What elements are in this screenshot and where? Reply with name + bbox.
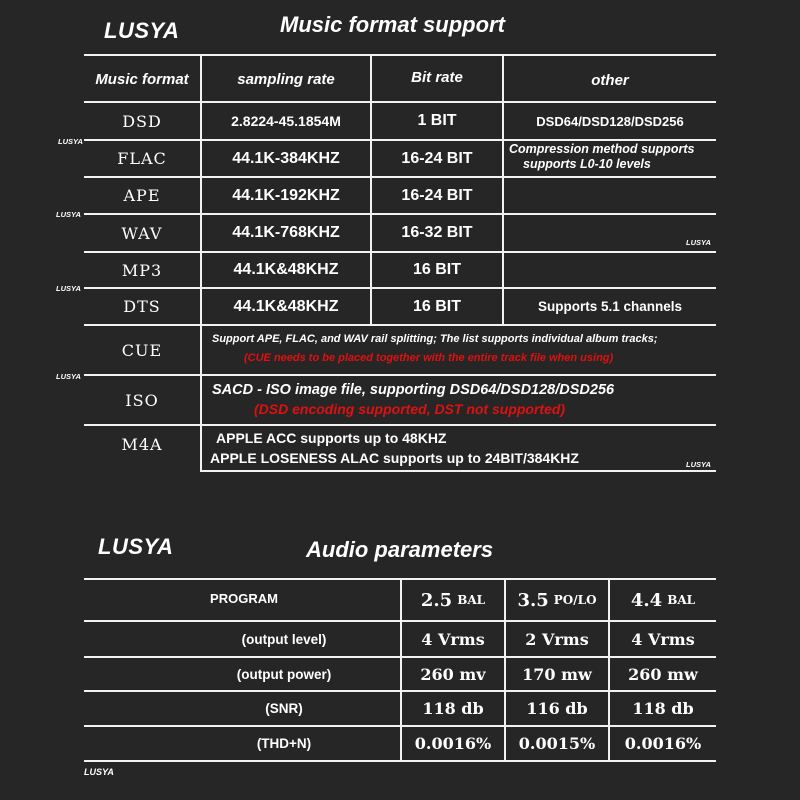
header-other: other bbox=[591, 71, 629, 89]
watermark: LUSYA bbox=[686, 238, 711, 247]
flac-other-line2: supports L0-10 levels bbox=[523, 157, 651, 171]
format-wav: WAV bbox=[121, 223, 163, 243]
watermark: LUSYA bbox=[56, 284, 81, 293]
column-3-5-suffix: PO/LO bbox=[553, 593, 597, 607]
header-bit-rate: Bit rate bbox=[411, 68, 463, 86]
column-2-5-suffix: BAL bbox=[457, 593, 486, 607]
format-cue: CUE bbox=[121, 340, 163, 360]
flac-sampling: 44.1K-384KHZ bbox=[232, 149, 340, 167]
flac-other bbox=[509, 141, 716, 173]
output-power-3-5: 170 mw bbox=[522, 664, 592, 684]
snr-2-5: 118 db bbox=[422, 699, 484, 718]
column-2-5-bal bbox=[402, 580, 504, 620]
thd-n-2-5: 0.0016% bbox=[414, 734, 492, 753]
row-snr-label: (SNR) bbox=[265, 701, 303, 716]
dsd-sampling: 2.8224-45.1854M bbox=[231, 113, 341, 129]
m4a-line1: APPLE ACC supports up to 48KHZ bbox=[216, 430, 447, 446]
row-output-power-label: (output power) bbox=[236, 666, 332, 682]
watermark: LUSYA bbox=[686, 460, 711, 469]
format-iso: ISO bbox=[125, 390, 159, 410]
dts-other: Supports 5.1 channels bbox=[537, 299, 683, 314]
dsd-other: DSD64/DSD128/DSD256 bbox=[536, 113, 684, 129]
column-3-5-po-lo bbox=[506, 580, 608, 620]
mp3-sampling: 44.1K&48KHZ bbox=[233, 261, 339, 278]
format-ape: APE bbox=[123, 186, 161, 205]
dts-bitrate: 16 BIT bbox=[412, 297, 461, 315]
column-4-4-bal bbox=[610, 580, 716, 620]
m4a-line2: APPLE LOSENESS ALAC supports up to 24BIT/384KHZ bbox=[210, 450, 579, 466]
header-sampling-rate: sampling rate bbox=[237, 70, 335, 88]
watermark: LUSYA bbox=[58, 137, 83, 146]
column-3-5-number: 3.5 bbox=[517, 589, 549, 611]
output-level-2-5: 4 Vrms bbox=[421, 629, 485, 649]
flac-bitrate: 16-24 BIT bbox=[401, 149, 473, 167]
format-m4a: M4A bbox=[121, 434, 163, 454]
column-4-4-suffix: BAL bbox=[667, 593, 696, 607]
flac-other-line1: Compression method supports bbox=[509, 142, 695, 156]
format-mp3: MP3 bbox=[121, 260, 163, 280]
output-level-4-4: 4 Vrms bbox=[631, 629, 695, 649]
ape-sampling: 44.1K-192KHZ bbox=[232, 186, 340, 204]
output-power-2-5: 260 mv bbox=[420, 664, 486, 684]
row-thd-n-label: (THD+N) bbox=[256, 736, 312, 751]
column-2-5-number: 2.5 bbox=[420, 589, 453, 611]
brand-logo-bottom: LUSYA bbox=[98, 534, 174, 559]
dts-sampling: 44.1K&48KHZ bbox=[233, 297, 339, 315]
format-dsd: DSD bbox=[122, 111, 162, 131]
wav-bitrate: 16-32 BIT bbox=[401, 224, 473, 241]
header-music-format: Music format bbox=[95, 70, 189, 88]
iso-description: SACD - ISO image file, supporting DSD64/DSD128/DSD256 bbox=[212, 382, 615, 398]
thd-n-4-4: 0.0016% bbox=[624, 734, 702, 753]
dsd-bitrate: 1 BIT bbox=[417, 112, 457, 129]
thd-n-3-5: 0.0015% bbox=[518, 734, 596, 753]
wav-sampling: 44.1K-768KHZ bbox=[232, 224, 340, 241]
snr-4-4: 118 db bbox=[632, 699, 694, 718]
output-power-4-4: 260 mw bbox=[628, 664, 698, 684]
format-dts: DTS bbox=[123, 297, 161, 316]
snr-3-5: 116 db bbox=[526, 699, 588, 718]
format-flac: FLAC bbox=[117, 149, 167, 168]
row-output-level-label: (output level) bbox=[241, 631, 327, 647]
mp3-bitrate: 16 BIT bbox=[412, 261, 461, 278]
cue-note: (CUE needs to be placed together with the entire track file when using) bbox=[244, 352, 614, 364]
column-4-4-number: 4.4 bbox=[630, 589, 663, 611]
watermark-bottom: LUSYA bbox=[84, 767, 114, 777]
section-title-audio-parameters: Audio parameters bbox=[306, 537, 494, 562]
brand-logo-top: LUSYA bbox=[104, 18, 180, 43]
program-label: PROGRAM bbox=[210, 590, 278, 606]
ape-bitrate: 16-24 BIT bbox=[401, 186, 473, 204]
watermark: LUSYA bbox=[56, 210, 81, 219]
output-level-3-5: 2 Vrms bbox=[525, 629, 589, 649]
watermark: LUSYA bbox=[56, 372, 81, 381]
cue-description: Support APE, FLAC, and WAV rail splitting; The list supports individual album tracks; bbox=[212, 333, 658, 345]
section-title-music-format: Music format support bbox=[280, 12, 505, 37]
iso-note: (DSD encoding supported, DST not supported) bbox=[254, 401, 566, 417]
